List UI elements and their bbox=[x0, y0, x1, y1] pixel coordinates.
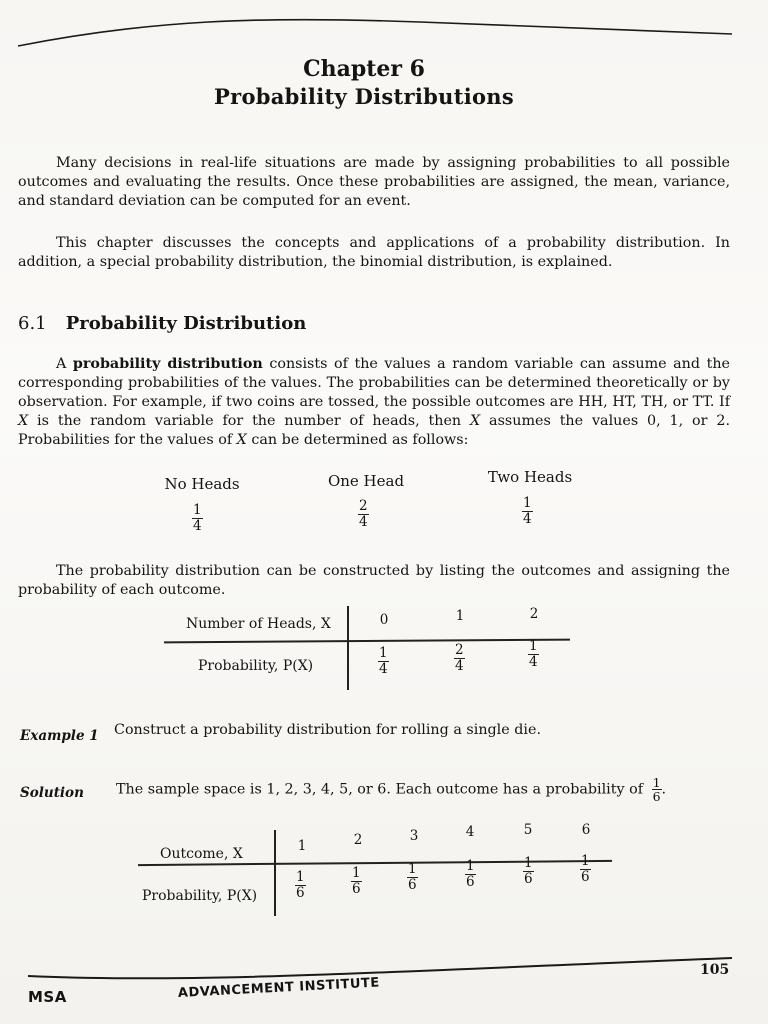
table2-prob: $\frac{1}{6}$ bbox=[466, 858, 475, 890]
outcome-no-heads: No Heads bbox=[164, 475, 240, 493]
table2-prob: $\frac{1}{6}$ bbox=[581, 853, 590, 885]
table1-row1-label: Number of Heads, X bbox=[186, 616, 331, 632]
example-label: Example 1 bbox=[20, 728, 99, 744]
solution-line: The sample space is 1, 2, 3, 4, 5, or 6. Each outcome has a probability of $\frac{1}{6}$ . bbox=[116, 775, 667, 804]
table2-value: 1 bbox=[297, 838, 307, 854]
table1-prob: $\frac{2}{4}$ bbox=[455, 642, 464, 674]
table1-value: 1 bbox=[455, 608, 465, 624]
footer-publisher-right: ADVANCEMENT INSTITUTE bbox=[177, 975, 381, 1001]
table1-vertical-rule bbox=[347, 606, 349, 690]
table-intro bbox=[18, 562, 730, 600]
example-text: Construct a probability distribution for rolling a single die. bbox=[114, 722, 541, 738]
table2-prob: $\frac{1}{6}$ bbox=[408, 861, 417, 893]
prob-one-head: $\frac{2}{4}$ bbox=[359, 498, 368, 530]
table2-value: 5 bbox=[523, 822, 533, 838]
footer-curve-decoration bbox=[0, 940, 768, 1010]
section-number: 6.1 bbox=[18, 313, 47, 334]
table2-prob: $\frac{1}{6}$ bbox=[296, 869, 305, 901]
die-distribution-table bbox=[138, 822, 618, 918]
intro-paragraph-2: This chapter discusses the concepts and applications of a probability distribution. In addition, a special probability distribution, the binomial distribution, is explained. bbox=[18, 235, 730, 270]
outcome-one-head: One Head bbox=[327, 472, 405, 490]
table2-prob: $\frac{1}{6}$ bbox=[352, 865, 361, 897]
table2-vertical-rule bbox=[274, 830, 276, 916]
table-intro-text: The probability distribution can be constructed by listing the outcomes and assigning the probability of each outcome. bbox=[18, 563, 730, 598]
table2-value: 4 bbox=[465, 824, 475, 840]
chapter-label: Chapter 6 bbox=[303, 56, 425, 82]
header-curve-decoration bbox=[0, 0, 768, 60]
section-heading bbox=[18, 313, 306, 334]
intro-paragraph-1: Many decisions in real-life situations are made by assigning probabilities to all possible outcomes and evaluating the results. Once these probabilities are assigned, the mean, variance, and standard deviation can be computed for an event. bbox=[18, 155, 730, 209]
chapter-title: Probability Distributions bbox=[214, 84, 514, 109]
table1-row2-label: Probability, P(X) bbox=[198, 658, 314, 674]
table1-value: 0 bbox=[379, 612, 389, 628]
solution-label: Solution bbox=[20, 785, 84, 801]
page-number: 105 bbox=[700, 962, 730, 978]
prob-two-heads: $\frac{1}{4}$ bbox=[523, 495, 532, 527]
term-probability-distribution: probability distribution bbox=[72, 356, 263, 372]
table1-prob: $\frac{1}{4}$ bbox=[529, 638, 538, 670]
table2-prob: $\frac{1}{6}$ bbox=[524, 855, 533, 887]
intro-section-2 bbox=[18, 234, 730, 272]
solution-fraction: $\frac{1}{6}$ bbox=[652, 775, 661, 804]
table2-row2-label: Probability, P(X) bbox=[142, 888, 258, 904]
definition-paragraph: A probability distribution consists of the values a random variable can assume and the corresponding probabilities of the values. The probabilities can be determined theoretically or by observation. For example, if two coins are tossed, the possible outcomes are HH, HT, TH, or TT. If X is the random variable for the number of heads, then X assumes the values 0, 1, or 2. Probabilities for the values of X can be determined as follows: bbox=[18, 356, 730, 448]
table1-prob: $\frac{1}{4}$ bbox=[379, 645, 388, 677]
table2-value: 6 bbox=[581, 822, 591, 838]
prob-no-heads: $\frac{1}{4}$ bbox=[193, 502, 202, 534]
table2-row1-label: Outcome, X bbox=[160, 846, 243, 862]
heads-distribution-table bbox=[160, 606, 580, 690]
table2-value: 2 bbox=[353, 832, 363, 848]
footer-publisher-left: MSA bbox=[28, 988, 67, 1006]
outcome-two-heads: Two Heads bbox=[487, 468, 573, 486]
section-title: Probability Distribution bbox=[65, 313, 307, 334]
table1-value: 2 bbox=[529, 606, 539, 622]
solution-text: The sample space is 1, 2, 3, 4, 5, or 6. Each outcome has a probability of bbox=[116, 781, 644, 798]
table2-value: 3 bbox=[409, 828, 419, 844]
intro-section bbox=[18, 154, 730, 211]
table1-horizontal-rule bbox=[164, 639, 570, 643]
